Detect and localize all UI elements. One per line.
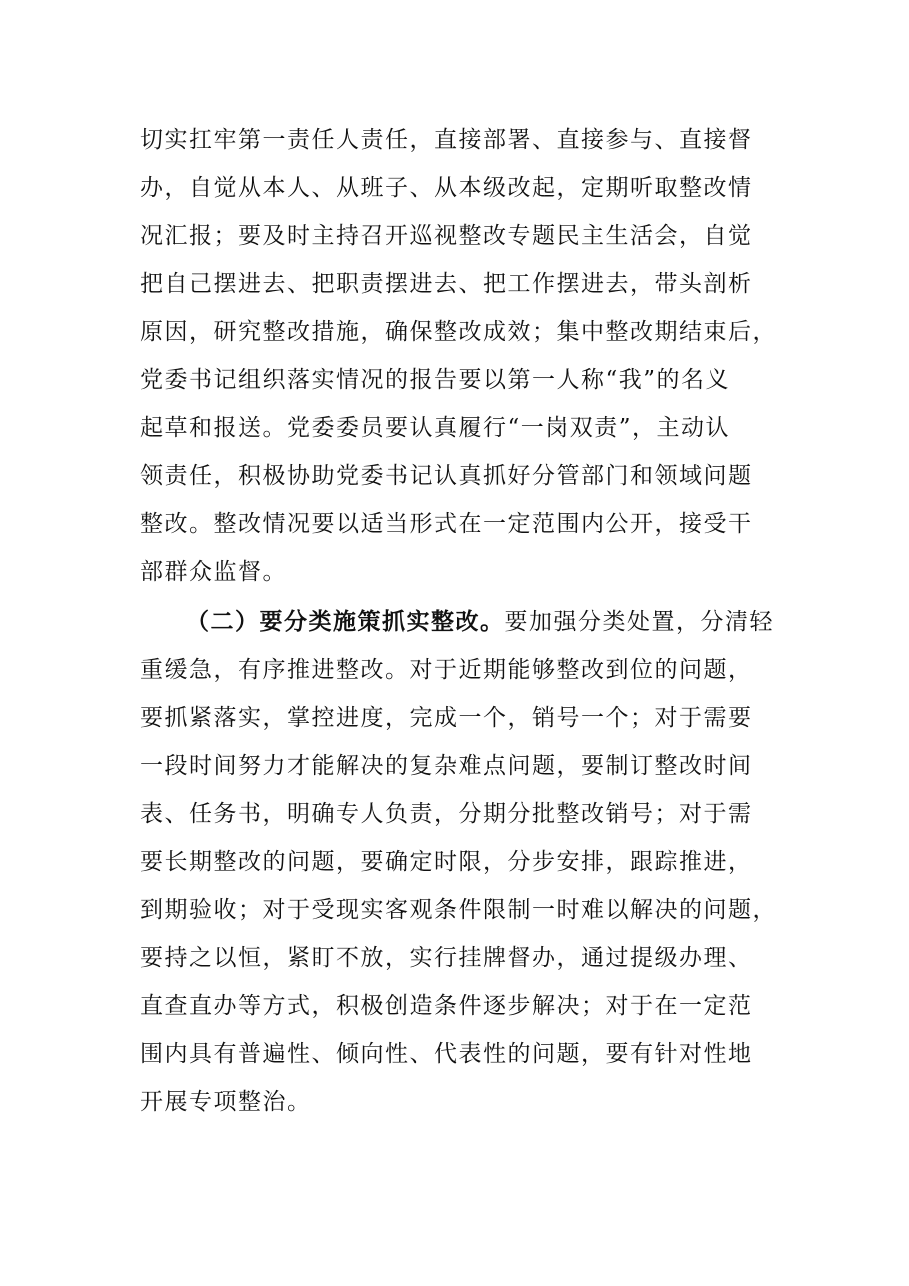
text-line: 部群众监督。 [140,559,287,585]
text-line: 整改。整改情况要以适当形式在一定范围内公开，接受干 [140,511,753,537]
section-heading: （二）要分类施策抓实整改。 [186,608,505,635]
text-line: 办，自觉从本人、从班子、从本级改起，定期听取整改情 [140,175,753,201]
text-line: 要抓紧落实，掌控进度，完成一个，销号一个；对于需要 [140,705,753,731]
paragraph-classified-rectification [140,598,780,1126]
text-line: 一段时间努力才能解决的复杂难点问题，要制订整改时间 [140,753,753,779]
text-line: 况汇报；要及时主持召开巡视整改专题民主生活会，自觉 [140,223,753,249]
text-line: 要长期整改的问题，要确定时限，分步安排，跟踪推进， [140,849,753,875]
text-line: 起草和报送。党委委员要认真履行“一岗双责”，主动认 [140,415,731,441]
text-line: 原因，研究整改措施，确保整改成效；集中整改期结束后， [140,319,777,345]
text-line: 围内具有普遍性、倾向性、代表性的问题，要有针对性地 [140,1041,753,1067]
text-line: 党委书记组织落实情况的报告要以第一人称“我”的名义 [140,367,731,393]
text-line: 开展专项整治。 [140,1089,312,1115]
paragraph-responsibility [140,116,780,596]
text-line: 直查直办等方式，积极创造条件逐步解决；对于在一定范 [140,993,753,1019]
text-line: 要持之以恒，紧盯不放，实行挂牌督办，通过提级办理、 [140,945,753,971]
text-line: 到期验收；对于受现实客观条件限制一时难以解决的问题， [140,897,777,923]
heading-line-text: 要加强分类处置，分清轻 [504,609,774,635]
text-line: 把自己摆进去、把职责摆进去、把工作摆进去，带头剖析 [140,271,753,297]
text-line: 领责任，积极协助党委书记认真抓好分管部门和领域问题 [140,463,753,489]
text-line: 切实扛牢第一责任人责任，直接部署、直接参与、直接督 [140,127,753,153]
text-line: 重缓急，有序推进整改。对于近期能够整改到位的问题， [140,657,753,683]
text-line: 表、任务书，明确专人负责，分期分批整改销号；对于需 [140,801,753,827]
paragraph-first-line [140,598,780,646]
document-body [140,116,780,1126]
